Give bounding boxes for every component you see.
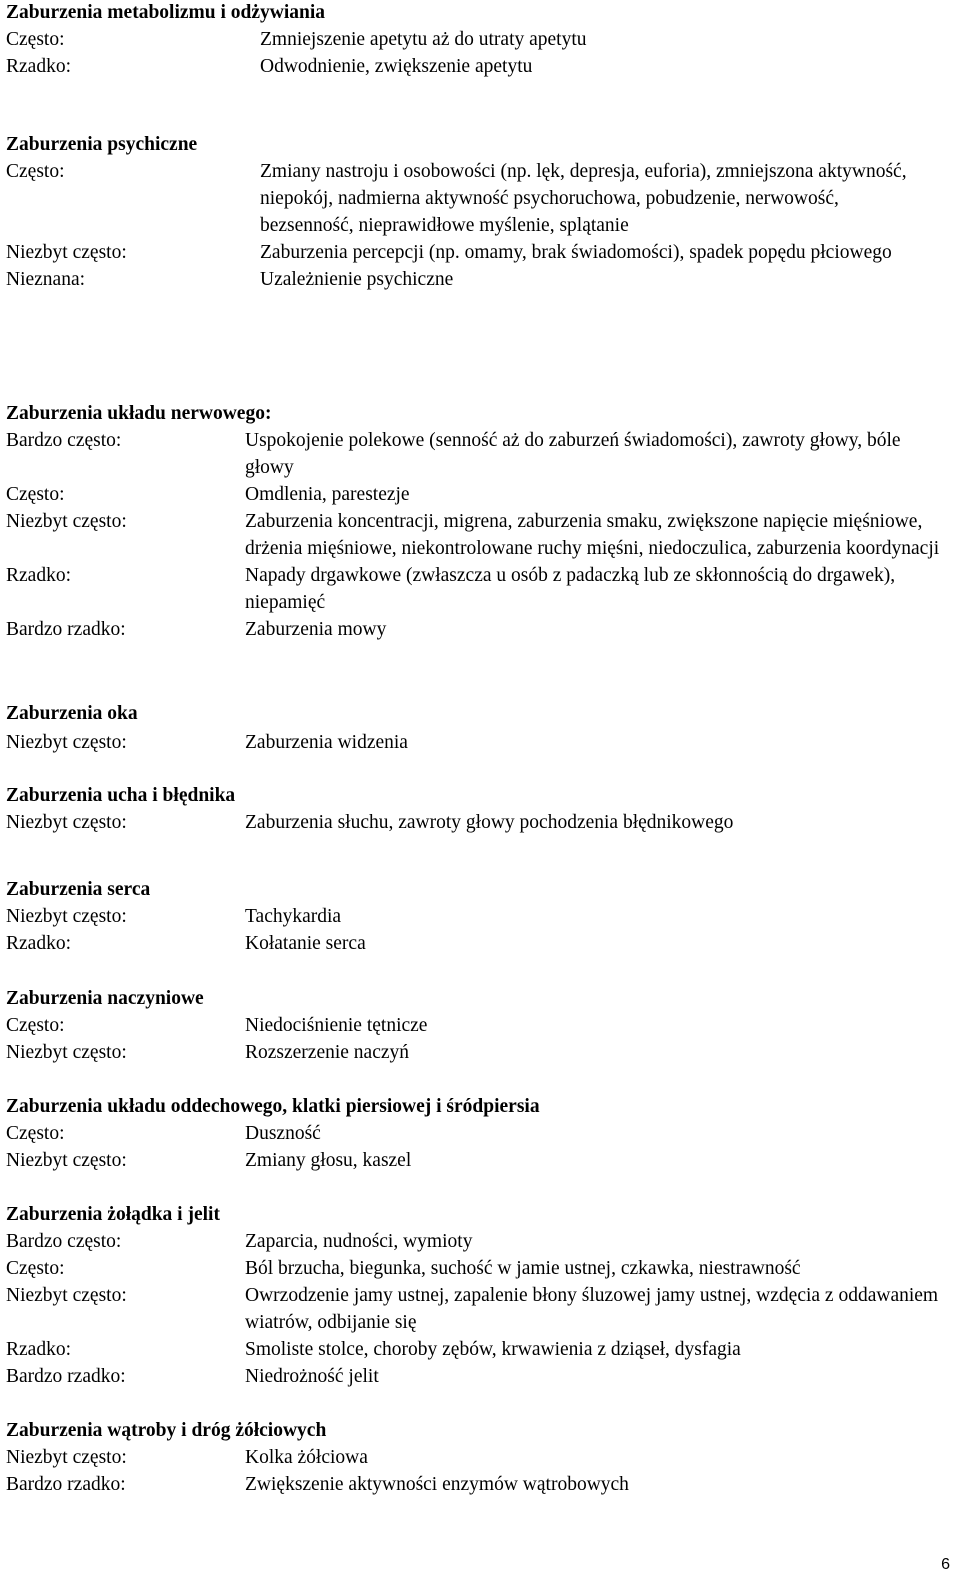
section-metabolism [6, 0, 946, 80]
section-heart [6, 876, 946, 957]
page-number: 6 [941, 1556, 950, 1573]
effect-text: Zmiany nastroju i osobowości (np. lęk, depresja, euforia), zmniejszona aktywność, niepokój, nadmierna aktywność psychoruchowa, pobudzenie, nerwowość, bezsenność, nieprawidłowe myślenie, splątanie [260, 161, 907, 236]
effect-row [6, 1363, 946, 1390]
effect-row [6, 930, 946, 957]
frequency-label: Niezbyt często: [6, 242, 127, 263]
effect-text: Zaburzenia słuchu, zawroty głowy pochodzenia błędnikowego [245, 812, 734, 833]
effect-text: Uspokojenie polekowe (senność aż do zaburzeń świadomości), zawroty głowy, bóle głowy [245, 430, 901, 478]
section-title: Zaburzenia ucha i błędnika [6, 785, 236, 806]
section-title: Zaburzenia żołądka i jelit [6, 1204, 220, 1225]
frequency-label: Często: [6, 1123, 65, 1144]
frequency-label: Niezbyt często: [6, 906, 127, 927]
effect-row [6, 1471, 946, 1498]
section-vascular [6, 985, 946, 1066]
frequency-label: Rzadko: [6, 933, 71, 954]
frequency-label: Rzadko: [6, 565, 71, 586]
effect-row [6, 427, 946, 481]
section-title: Zaburzenia układu nerwowego: [6, 403, 272, 424]
effect-text: Zaburzenia mowy [245, 619, 387, 640]
section-eye [6, 700, 946, 756]
effect-row [6, 1039, 946, 1066]
effect-text: Owrzodzenie jamy ustnej, zapalenie błony śluzowej jamy ustnej, wzdęcia z oddawaniem wiatrów, odbijanie się [245, 1285, 939, 1333]
effect-text: Zaburzenia koncentracji, migrena, zaburzenia smaku, zwiększone napięcie mięśniowe, drżenia mięśniowe, niekontrolowane ruchy mięśni, niedoczulica, zaburzenia koordynacji [245, 511, 940, 559]
effect-text: Omdlenia, parestezje [245, 484, 410, 505]
effect-row [6, 616, 946, 643]
section-psychiatric [6, 131, 946, 293]
frequency-label: Często: [6, 1258, 65, 1279]
section-title: Zaburzenia psychiczne [6, 134, 198, 155]
frequency-label: Niezbyt często: [6, 1150, 127, 1171]
effect-row [6, 1147, 946, 1174]
effect-text: Niedrożność jelit [245, 1366, 379, 1387]
frequency-label: Bardzo często: [6, 430, 122, 451]
frequency-label: Niezbyt często: [6, 1042, 127, 1063]
frequency-label: Często: [6, 29, 65, 50]
effect-row [6, 903, 946, 930]
frequency-label: Niezbyt często: [6, 732, 127, 753]
frequency-label: Niezbyt często: [6, 1285, 127, 1306]
section-respiratory [6, 1093, 946, 1174]
section-title: Zaburzenia wątroby i dróg żółciowych [6, 1420, 327, 1441]
effect-row [6, 53, 946, 80]
effect-row [6, 1255, 946, 1282]
frequency-label: Bardzo rzadko: [6, 1366, 126, 1387]
effect-text: Zmniejszenie apetytu aż do utraty apetytu [260, 29, 587, 50]
section-title: Zaburzenia metabolizmu i odżywiania [6, 2, 326, 23]
effect-text: Zaparcia, nudności, wymioty [245, 1231, 473, 1252]
effect-row [6, 508, 946, 562]
effect-row [6, 266, 946, 293]
section-title: Zaburzenia serca [6, 879, 151, 900]
frequency-label: Niezbyt często: [6, 812, 127, 833]
effect-text: Kolka żółciowa [245, 1447, 368, 1468]
effect-text: Kołatanie serca [245, 933, 366, 954]
effect-text: Odwodnienie, zwiększenie apetytu [260, 56, 533, 77]
effect-row [6, 1012, 946, 1039]
effect-text: Uzależnienie psychiczne [260, 269, 454, 290]
section-title: Zaburzenia naczyniowe [6, 988, 204, 1009]
section-title: Zaburzenia oka [6, 703, 138, 724]
effect-row [6, 562, 946, 616]
frequency-label: Rzadko: [6, 1339, 71, 1360]
effect-row [6, 26, 946, 53]
frequency-label: Bardzo rzadko: [6, 1474, 126, 1495]
effect-row [6, 239, 946, 266]
section-nervous-system [6, 400, 946, 643]
frequency-label: Niezbyt często: [6, 511, 127, 532]
frequency-label: Często: [6, 1015, 65, 1036]
frequency-label: Rzadko: [6, 56, 71, 77]
effect-text: Smoliste stolce, choroby zębów, krwawienia z dziąseł, dysfagia [245, 1339, 741, 1360]
effect-row [6, 1120, 946, 1147]
effect-row [6, 1336, 946, 1363]
effect-text: Niedociśnienie tętnicze [245, 1015, 428, 1036]
section-title: Zaburzenia układu oddechowego, klatki piersiowej i śródpiersia [6, 1096, 540, 1117]
effect-text: Zwiększenie aktywności enzymów wątrobowych [245, 1474, 629, 1495]
effect-text: Zmiany głosu, kaszel [245, 1150, 412, 1171]
effect-text: Duszność [245, 1123, 321, 1144]
section-ear [6, 782, 946, 836]
effect-text: Rozszerzenie naczyń [245, 1042, 410, 1063]
effect-row [6, 1282, 946, 1336]
frequency-label: Niezbyt często: [6, 1447, 127, 1468]
effect-row [6, 809, 946, 836]
section-hepatobiliary [6, 1417, 946, 1498]
effect-text: Zaburzenia percepcji (np. omamy, brak świadomości), spadek popędu płciowego [260, 242, 892, 263]
frequency-label: Bardzo rzadko: [6, 619, 126, 640]
effect-text: Ból brzucha, biegunka, suchość w jamie ustnej, czkawka, niestrawność [245, 1258, 801, 1279]
effect-text: Zaburzenia widzenia [245, 732, 408, 753]
frequency-label: Często: [6, 161, 65, 182]
frequency-label: Często: [6, 484, 65, 505]
section-gastrointestinal [6, 1201, 946, 1390]
frequency-label: Nieznana: [6, 269, 86, 290]
effect-text: Tachykardia [245, 906, 342, 927]
effect-row [6, 729, 946, 756]
effect-text: Napady drgawkowe (zwłaszcza u osób z padaczką lub ze skłonnością do drgawek), niepamięć [245, 565, 896, 613]
effect-row [6, 1228, 946, 1255]
effect-row [6, 158, 946, 239]
effect-row [6, 481, 946, 508]
effect-row [6, 1444, 946, 1471]
frequency-label: Bardzo często: [6, 1231, 122, 1252]
